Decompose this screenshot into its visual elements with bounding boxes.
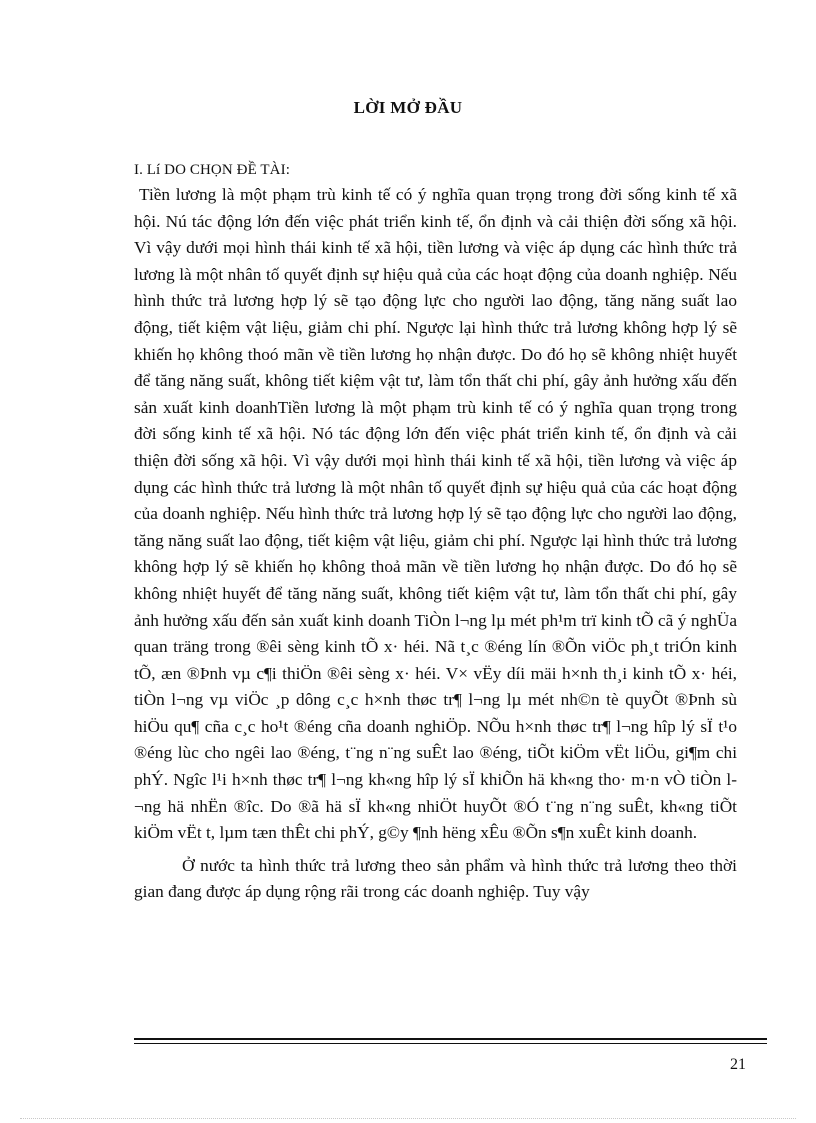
body-paragraph: Tiền lương là một phạm trù kinh tế có ý nghĩa quan trọng trong đời sống kinh tế xã hội. Nú tác động lớn đến việc phát triển kinh tế, ổn định và cải thiện đời sống xã hội. Vì vậy dưới mọi hình thái kinh tế xã hội, tiền lương và việc áp dụng các hình thức trả lương là một nhân tố quyết định sự hiệu quả của các hoạt động của doanh nghiệp. Nếu hình thức trả lương hợp lý sẽ tạo động lực cho người lao động, tăng năng suất lao động, tiết kiệm vật liệu, giảm chi phí. Ngược lại hình thức trả lương không hợp lý sẽ khiến họ không thoó mãn về tiền lương họ nhận được. Do đó họ sẽ không nhiệt huyết để tăng năng suất, không tiết kiệm vật tư, làm tổn thất chi phí, gây ảnh hưởng xấu đến sản xuất kinh doanhTiền lương là một phạm trù kinh tế có ý nghĩa quan trọng trong đời sống kinh tế xã hội. Nó tác động lớn đến việc phát triển kinh tế, ổn định và cải thiện đời sống xã hội. Vì vậy dưới mọi hình thái kinh tế xã hội, tiền lương và việc áp dụng các hình thức trả lương là một nhân tố quyết định sự hiệu quả của các hoạt động của doanh nghiệp. Nếu hình thức trả lương hợp lý sẽ tạo động lực cho người lao động, tăng năng suất lao động, tiết kiệm vật liệu, giảm chi phí. Ngược lại hình thức trả lương không hợp lý sẽ khiến họ không thoả mãn về tiền lương họ nhận được. Do đó họ sẽ không nhiệt huyết để tăng năng suất, không tiết kiệm vật tư, làm tổn thất chi phí, gây ảnh hưởng xấu đến sản xuất kinh doanh TiÒn l¬ng lµ mét ph¹m trï kinh tÕ cã ý nghÜa quan träng trong ®êi sèng kinh tÕ x· héi. Nã t¸c ®éng lín ®Õn viÖc ph¸t triÓn kinh tÕ, æn ®Þnh vµ c¶i thiÖn ®êi sèng x· héi. V× vËy díi mäi h×nh th¸i kinh tÕ x· héi, tiÒn l¬ng vµ viÖc ¸p dông c¸c h×nh thøc tr¶ l¬ng lµ mét nh©n tè quyÕt ®Þnh sù hiÖu qu¶ cña c¸c ho¹t ®éng cña doanh nghiÖp. NÕu h×nh thøc tr¶ l¬ng hîp lý sÏ t¹o ®éng lùc cho ngêi lao ®éng, t¨ng n¨ng suÊt lao ®éng, tiÕt kiÖm vËt liÖu, gi¶m chi phÝ. Ngîc l¹i h×nh thøc tr¶ l¬ng kh«ng hîp lý sÏ khiÕn hä kh«ng tho· m·n vÒ tiÒn l¬ng hä nhËn ®îc. Do ®ã hä sÏ kh«ng nhiÖt huyÕt ®Ó t¨ng n¨ng suÊt, kh«ng tiÕt kiÖm vËt t, lµm tæn thÊt chi phÝ, g©y ¶nh hëng xÊu ®Õn s¶n xuÊt kinh doanh.	[134, 185, 737, 843]
footer-rule-thin	[134, 1043, 767, 1044]
page-title: LỜI MỞ ĐẦU	[353, 98, 463, 117]
page-number: 21	[730, 1056, 746, 1073]
body-paragraph: Ở nước ta hình thức trả lương theo sản phẩm và hình thức trả lương theo thời gian đang được áp dụng rộng rãi trong các doanh nghiệp. Tuy vậy	[134, 855, 737, 902]
body-text	[134, 182, 737, 906]
section-heading: I. Lí DO CHỌN ĐỀ TÀI:	[134, 162, 290, 178]
footer-rule	[134, 1038, 767, 1040]
page-bottom-edge	[20, 1118, 796, 1119]
